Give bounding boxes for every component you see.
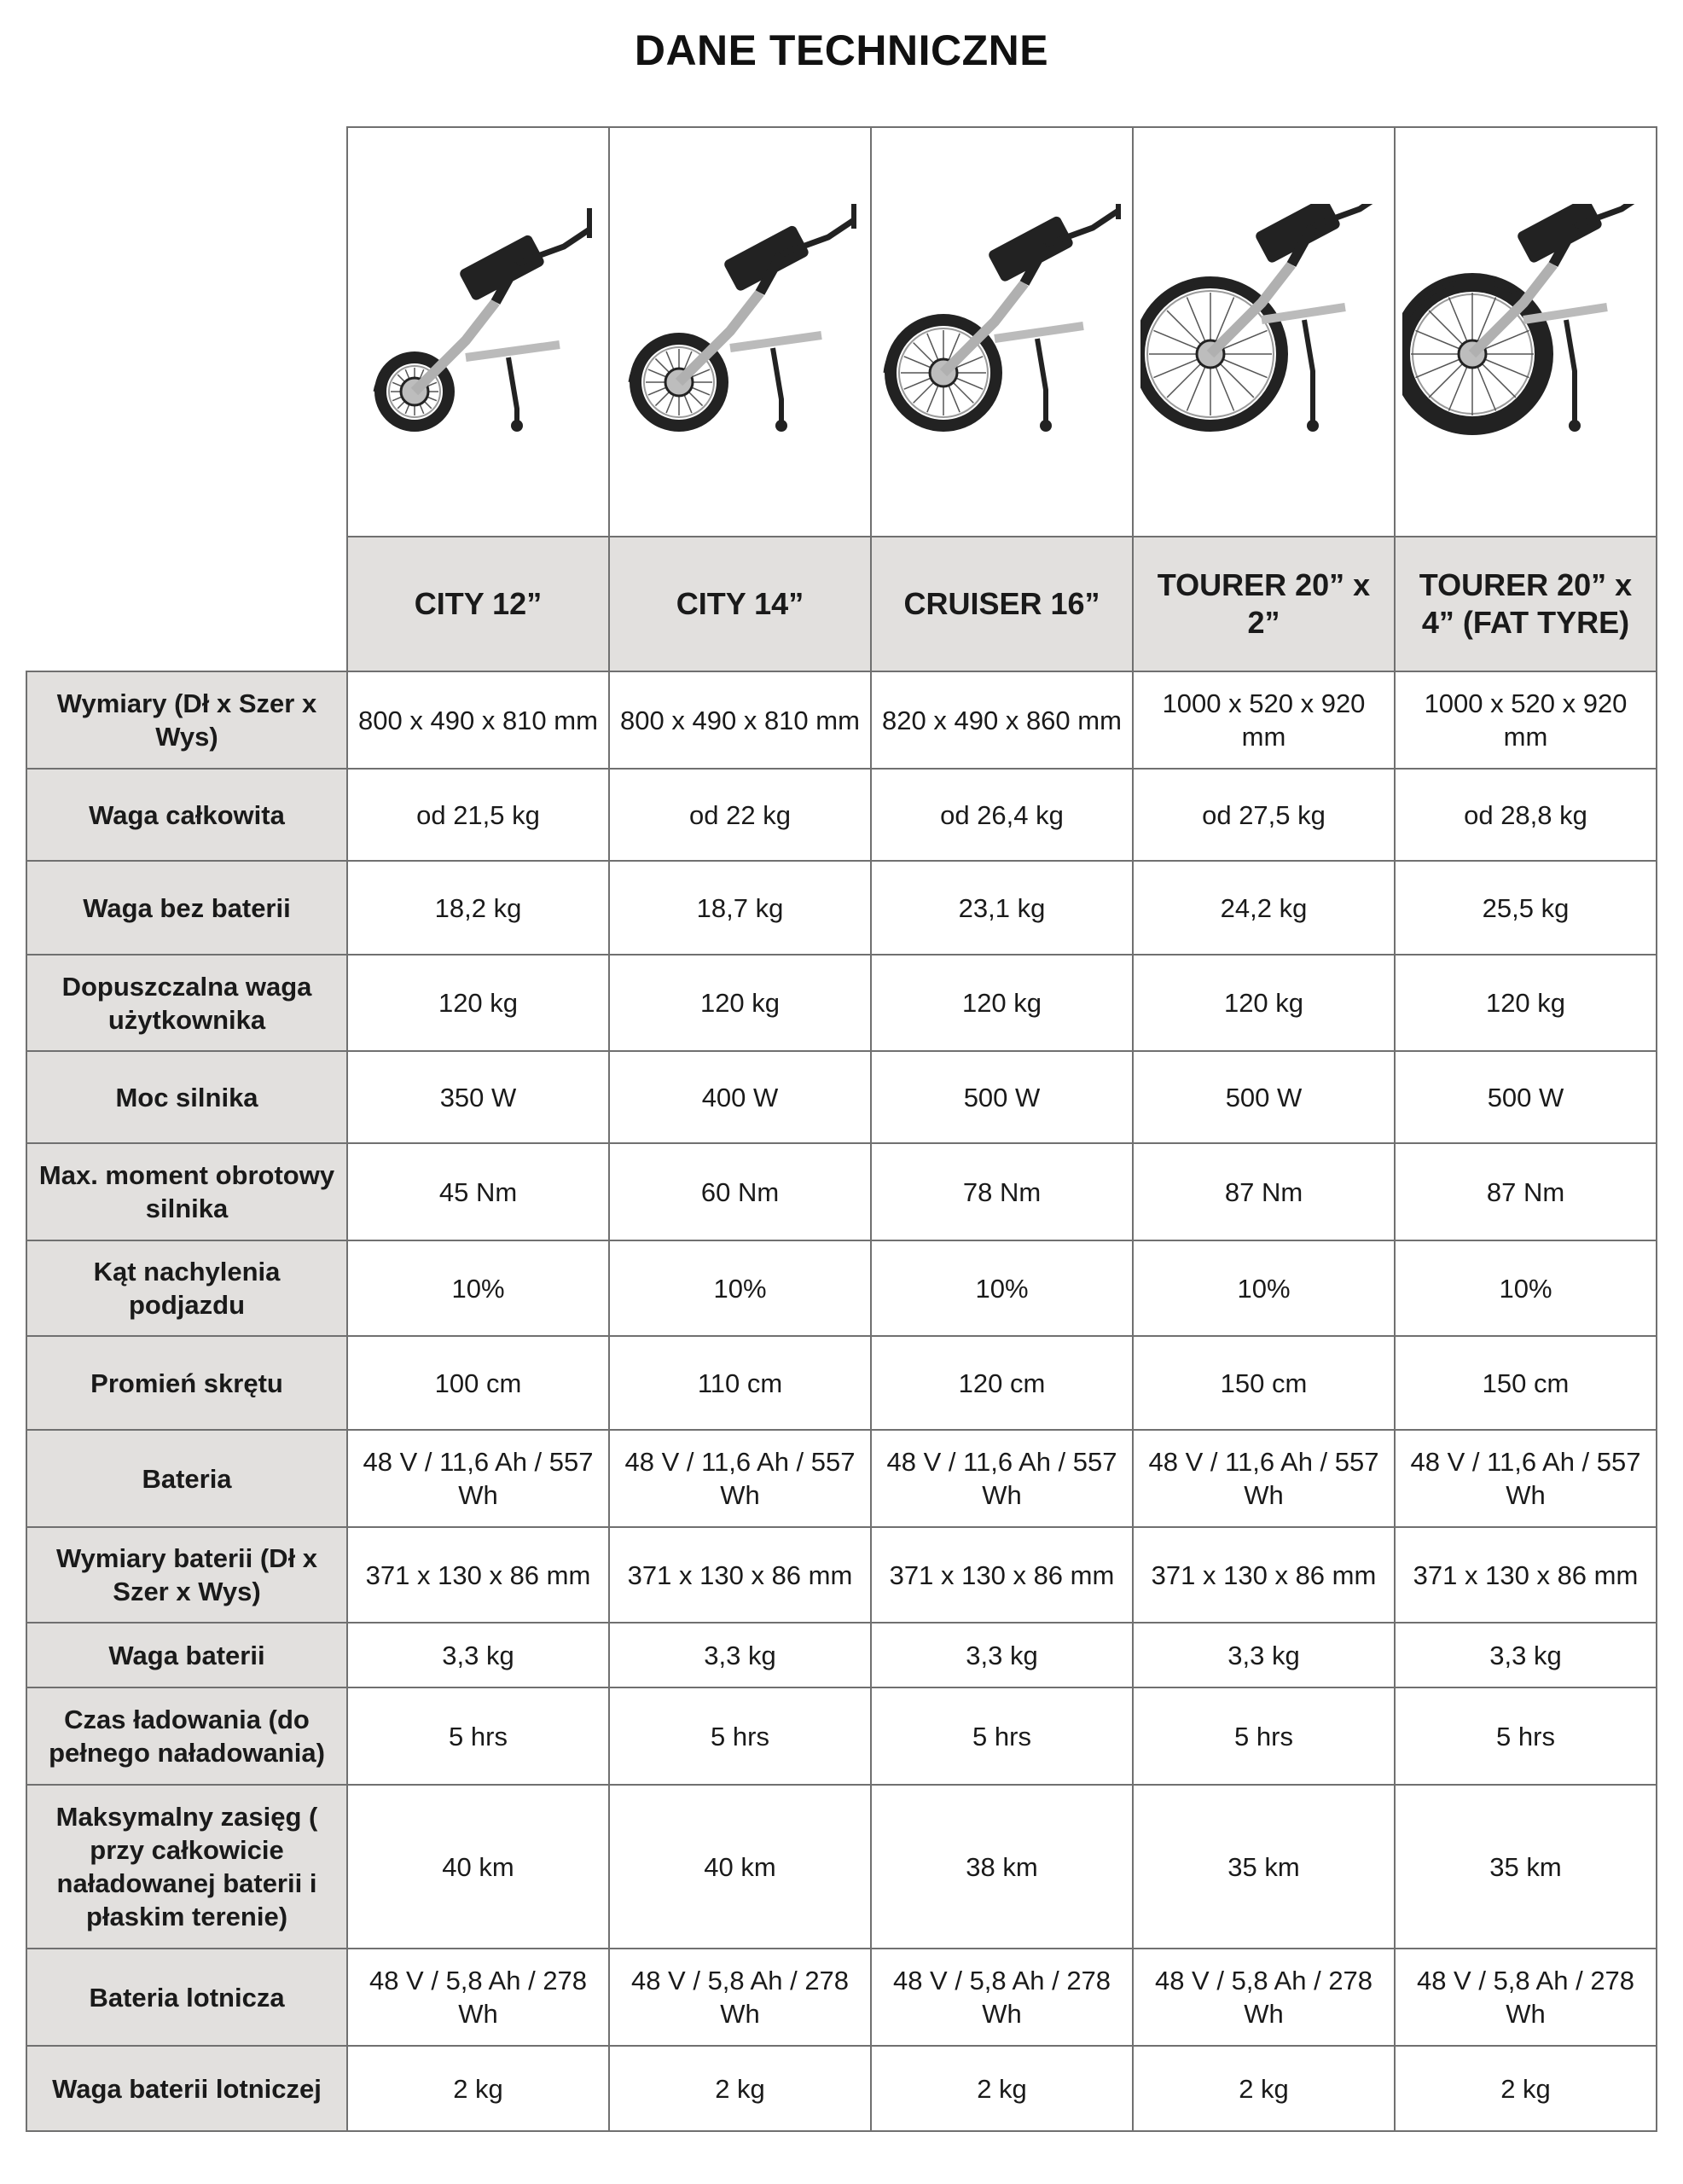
spec-label: Waga baterii lotniczej (26, 2046, 347, 2131)
spec-row (26, 955, 1657, 1051)
spec-value: 120 kg (871, 955, 1133, 1051)
spec-value: 350 W (347, 1051, 609, 1143)
handbike-icon (617, 204, 864, 460)
spec-value: 2 kg (1395, 2046, 1657, 2131)
spec-label: Wymiary (Dł x Szer x Wys) (26, 671, 347, 769)
handbike-icon (1402, 204, 1650, 460)
spec-value: 48 V / 11,6 Ah / 557 Wh (1133, 1430, 1395, 1527)
spec-value: 120 kg (1395, 955, 1657, 1051)
spec-value: 100 cm (347, 1336, 609, 1430)
spec-label: Bateria (26, 1430, 347, 1527)
spec-row (26, 1051, 1657, 1143)
spec-value: 2 kg (1133, 2046, 1395, 2131)
spec-value: 3,3 kg (609, 1623, 871, 1687)
spec-value: 78 Nm (871, 1143, 1133, 1240)
spec-value: 2 kg (609, 2046, 871, 2131)
model-name: TOURER 20” x 4” (FAT TYRE) (1395, 537, 1657, 671)
spec-value: 5 hrs (871, 1687, 1133, 1785)
spec-value: 87 Nm (1133, 1143, 1395, 1240)
spec-value: 371 x 130 x 86 mm (347, 1527, 609, 1623)
spec-value: 48 V / 5,8 Ah / 278 Wh (347, 1949, 609, 2046)
spec-row (26, 1949, 1657, 2046)
spec-row (26, 861, 1657, 955)
spec-value: 3,3 kg (1133, 1623, 1395, 1687)
spec-value: 1000 x 520 x 920 mm (1395, 671, 1657, 769)
spec-value: 800 x 490 x 810 mm (347, 671, 609, 769)
spec-label: Moc silnika (26, 1051, 347, 1143)
model-image-cell (1133, 127, 1395, 537)
spec-row (26, 769, 1657, 861)
spec-row (26, 1143, 1657, 1240)
empty-corner (26, 537, 347, 671)
spec-label: Waga bez baterii (26, 861, 347, 955)
spec-value: 38 km (871, 1785, 1133, 1949)
spec-value: 23,1 kg (871, 861, 1133, 955)
spec-value: 120 kg (1133, 955, 1395, 1051)
spec-value: od 27,5 kg (1133, 769, 1395, 861)
page-title: DANE TECHNICZNE (634, 26, 1049, 74)
model-image-cell (347, 127, 609, 537)
model-image-cell (871, 127, 1133, 537)
model-name: CRUISER 16” (871, 537, 1133, 671)
spec-value: 150 cm (1133, 1336, 1395, 1430)
spec-value: 25,5 kg (1395, 861, 1657, 955)
spec-row (26, 1785, 1657, 1949)
spec-value: 48 V / 5,8 Ah / 278 Wh (1133, 1949, 1395, 2046)
spec-value: od 21,5 kg (347, 769, 609, 861)
spec-value: 35 km (1395, 1785, 1657, 1949)
spec-value: od 28,8 kg (1395, 769, 1657, 861)
spec-value: od 26,4 kg (871, 769, 1133, 861)
spec-row (26, 1240, 1657, 1336)
spec-label: Czas ładowania (do pełnego naładowania) (26, 1687, 347, 1785)
spec-table (26, 126, 1657, 2132)
spec-value: 500 W (1133, 1051, 1395, 1143)
spec-value: 3,3 kg (1395, 1623, 1657, 1687)
spec-value: 18,2 kg (347, 861, 609, 955)
spec-value: 371 x 130 x 86 mm (609, 1527, 871, 1623)
spec-label: Max. moment obrotowy silnika (26, 1143, 347, 1240)
spec-value: 48 V / 5,8 Ah / 278 Wh (871, 1949, 1133, 2046)
spec-label: Maksymalny zasięg ( przy całkowicie naładowanej baterii i płaskim terenie) (26, 1785, 347, 1949)
spec-row (26, 1430, 1657, 1527)
handbike-icon (879, 204, 1126, 460)
spec-value: 500 W (871, 1051, 1133, 1143)
spec-value: 10% (609, 1240, 871, 1336)
spec-label: Kąt nachylenia podjazdu (26, 1240, 347, 1336)
image-row (26, 127, 1657, 537)
model-name: CITY 14” (609, 537, 871, 671)
spec-value: 5 hrs (1133, 1687, 1395, 1785)
spec-value: 60 Nm (609, 1143, 871, 1240)
spec-value: od 22 kg (609, 769, 871, 861)
spec-row (26, 1687, 1657, 1785)
spec-value: 10% (1395, 1240, 1657, 1336)
spec-value: 40 km (609, 1785, 871, 1949)
spec-value: 800 x 490 x 810 mm (609, 671, 871, 769)
spec-value: 10% (871, 1240, 1133, 1336)
spec-value: 48 V / 11,6 Ah / 557 Wh (347, 1430, 609, 1527)
spec-value: 3,3 kg (871, 1623, 1133, 1687)
spec-value: 3,3 kg (347, 1623, 609, 1687)
spec-value: 45 Nm (347, 1143, 609, 1240)
spec-value: 35 km (1133, 1785, 1395, 1949)
spec-row (26, 1527, 1657, 1623)
spec-value: 400 W (609, 1051, 871, 1143)
model-image-cell (1395, 127, 1657, 537)
spec-value: 120 kg (609, 955, 871, 1051)
spec-value: 48 V / 11,6 Ah / 557 Wh (871, 1430, 1133, 1527)
spec-value: 371 x 130 x 86 mm (1395, 1527, 1657, 1623)
spec-label: Waga baterii (26, 1623, 347, 1687)
spec-label: Waga całkowita (26, 769, 347, 861)
model-header-row (26, 537, 1657, 671)
spec-value: 87 Nm (1395, 1143, 1657, 1240)
spec-value: 24,2 kg (1133, 861, 1395, 955)
spec-value: 40 km (347, 1785, 609, 1949)
spec-value: 2 kg (347, 2046, 609, 2131)
spec-value: 371 x 130 x 86 mm (871, 1527, 1133, 1623)
spec-label: Bateria lotnicza (26, 1949, 347, 2046)
spec-value: 371 x 130 x 86 mm (1133, 1527, 1395, 1623)
spec-value: 820 x 490 x 860 mm (871, 671, 1133, 769)
spec-value: 10% (1133, 1240, 1395, 1336)
spec-value: 18,7 kg (609, 861, 871, 955)
handbike-icon (1140, 204, 1388, 460)
spec-value: 120 cm (871, 1336, 1133, 1430)
spec-value: 1000 x 520 x 920 mm (1133, 671, 1395, 769)
spec-value: 48 V / 11,6 Ah / 557 Wh (609, 1430, 871, 1527)
model-image-cell (609, 127, 871, 537)
spec-value: 150 cm (1395, 1336, 1657, 1430)
spec-row (26, 2046, 1657, 2131)
spec-value: 48 V / 11,6 Ah / 557 Wh (1395, 1430, 1657, 1527)
spec-value: 110 cm (609, 1336, 871, 1430)
spec-value: 10% (347, 1240, 609, 1336)
spec-value: 2 kg (871, 2046, 1133, 2131)
spec-value: 500 W (1395, 1051, 1657, 1143)
spec-row (26, 1623, 1657, 1687)
empty-corner (26, 127, 347, 537)
spec-value: 120 kg (347, 955, 609, 1051)
spec-row (26, 671, 1657, 769)
spec-value: 5 hrs (1395, 1687, 1657, 1785)
handbike-icon (355, 204, 602, 460)
spec-row (26, 1336, 1657, 1430)
spec-value: 48 V / 5,8 Ah / 278 Wh (609, 1949, 871, 2046)
spec-value: 5 hrs (609, 1687, 871, 1785)
spec-label: Dopuszczalna waga użytkownika (26, 955, 347, 1051)
model-name: CITY 12” (347, 537, 609, 671)
spec-label: Promień skrętu (26, 1336, 347, 1430)
spec-value: 5 hrs (347, 1687, 609, 1785)
model-name: TOURER 20” x 2” (1133, 537, 1395, 671)
spec-label: Wymiary baterii (Dł x Szer x Wys) (26, 1527, 347, 1623)
spec-value: 48 V / 5,8 Ah / 278 Wh (1395, 1949, 1657, 2046)
